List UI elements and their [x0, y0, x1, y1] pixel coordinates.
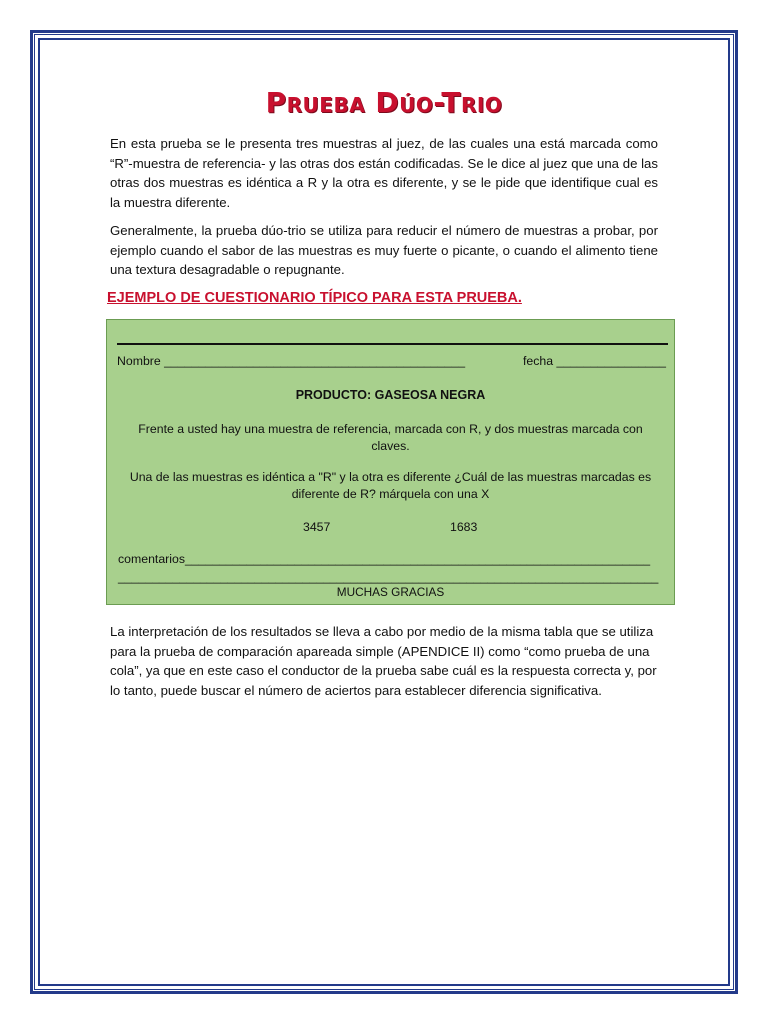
thanks-label: MUCHAS GRACIAS — [336, 585, 445, 599]
sample-code-1[interactable]: 3457 — [303, 520, 331, 534]
example-heading: EJEMPLO DE CUESTIONARIO TÍPICO PARA ESTA PRUEBA. — [107, 290, 522, 306]
fecha-field[interactable]: fecha ________________ — [523, 354, 666, 368]
intro-paragraph: En esta prueba se le presenta tres muestras al juez, de las cuales una está marcada como “R”-muestra de referencia- y las otras dos están codificadas. Se le dice al juez que una de las otras dos muestras es idéntica a R y la otra es diferente, y se le pide que identifique cual es la muestra diferente. — [110, 136, 658, 210]
sample-code-2[interactable]: 1683 — [450, 520, 478, 534]
usage-paragraph: Generalmente, la prueba dúo-trio se utiliza para reducir el número de muestras a probar, por ejemplo cuando el sabor de las muestras es muy fuerte o picante, o cuando el alimento tiene una textura desagradable o repugnante. — [110, 223, 658, 277]
comentarios-line-2[interactable]: _______________________________________________________________________________ — [118, 570, 659, 584]
questionnaire-box — [106, 319, 675, 605]
comentarios-field[interactable]: comentarios____________________________________________________________________ — [118, 552, 651, 566]
interpretation-paragraph: La interpretación de los resultados se lleva a cabo por medio de la misma tabla que se utiliza para la prueba de comparación apareada simple (APENDICE II) como “como prueba de una cola”, ya que en este caso el conductor de la prueba sabe cuál es la respuesta correcta y, por lo tanto, puede buscar el número de aciertos para establecer diferencia significativa. — [110, 624, 657, 698]
document-title: Prueba Dúo-Trio — [265, 86, 503, 119]
instruction-reference: Frente a usted hay una muestra de referencia, marcada con R, y dos muestras marcada con claves. — [138, 422, 643, 453]
nombre-field[interactable]: Nombre ____________________________________________ — [117, 354, 466, 368]
form-top-rule — [117, 343, 668, 345]
producto-label: PRODUCTO: GASEOSA NEGRA — [295, 388, 486, 402]
instruction-identify: Una de las muestras es idéntica a "R" y la otra es diferente ¿Cuál de las muestras marcadas es diferente de R? márquela con una X — [129, 470, 652, 501]
